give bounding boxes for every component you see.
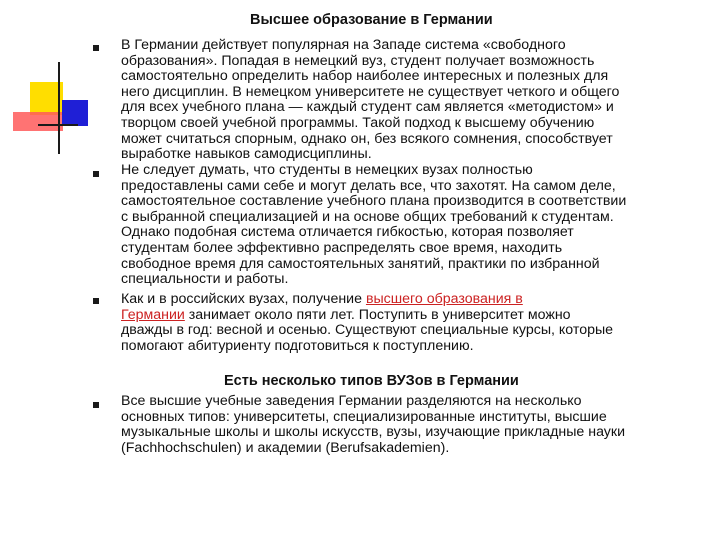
text-line: студентам более эффективно распределять свое время, находить — [121, 239, 563, 256]
text-line: основных типов: университеты, специализированные институты, высшие — [121, 408, 607, 425]
text-line — [121, 308, 696, 324]
paragraph-free-education — [121, 38, 696, 163]
text-line: него дисциплин. В немецком университете не существует четкого и общего — [121, 83, 620, 100]
decor-red-bar — [13, 112, 63, 131]
text-line: с выбранной специализацией и на основе общих требований к студентам. — [121, 208, 614, 225]
paragraph-university-types — [121, 394, 696, 456]
text-line: (Fachhochschulen) и академии (Berufsakademien). — [121, 439, 450, 456]
bullet-square-icon — [93, 45, 99, 51]
text-line: для всех учебного плана — каждый студент сам является «методистом» и — [121, 99, 614, 116]
text-segment: Как и в российских вузах, получение — [121, 291, 366, 307]
bullet-square-icon — [93, 298, 99, 304]
text-line: Все высшие учебные заведения Германии разделяются на несколько — [121, 393, 582, 409]
higher-education-link-cont[interactable]: Германии — [121, 306, 185, 323]
text-line: Не следует думать, что студенты в немецких вузах полностью — [121, 162, 533, 178]
bullet-square-icon — [93, 171, 99, 177]
text-line: самостоятельное составление учебного плана производится в соответствии — [121, 193, 627, 210]
text-line — [121, 292, 696, 308]
text-line: В Германии действует популярная на Западе система «свободного — [121, 37, 566, 53]
decor-blue-square — [62, 100, 88, 126]
text-line: предоставлены сами себе и могут делать все, что захотят. На самом деле, — [121, 177, 616, 194]
text-line: образования». Попадая в немецкий вуз, студент получает возможность — [121, 52, 595, 69]
bullet-square-icon — [93, 402, 99, 408]
text-segment: занимает около пяти лет. Поступить в университет можно — [184, 306, 571, 323]
text-line: Однако подобная система отличается гибкостью, которая позволяет — [121, 224, 574, 241]
text-line: специальности и работы. — [121, 271, 289, 288]
text-line: творцом своей учебной программы. Такой подход к высшему обучению — [121, 114, 595, 131]
text-line: свободное время для самостоятельных занятий, практики по избранной — [121, 255, 600, 272]
text-line: дважды в год: весной и осенью. Существуют специальные курсы, которые — [121, 322, 614, 339]
text-line: самостоятельно определить набор наиболее интересных и полезных для — [121, 68, 609, 85]
slide-title: Высшее образование в Германии — [250, 12, 493, 28]
text-line: выработке навыков самодисциплины. — [121, 146, 372, 163]
text-line: помогают абитуриенту подготовиться к поступлению. — [121, 337, 474, 354]
higher-education-link[interactable]: высшего образования в — [365, 291, 523, 307]
paragraph-study-plan — [121, 163, 696, 288]
text-line: может считаться спорным, однако он, без всякого сомнения, способствует — [121, 130, 613, 147]
section-subtitle: Есть несколько типов ВУЗов в Германии — [224, 373, 519, 389]
decor-horizontal-line — [38, 124, 78, 126]
decor-vertical-line — [58, 62, 60, 154]
text-line: музыкальные школы и школы искусств, вузы, изучающие прикладные науки — [121, 424, 626, 441]
paragraph-duration — [121, 292, 696, 354]
